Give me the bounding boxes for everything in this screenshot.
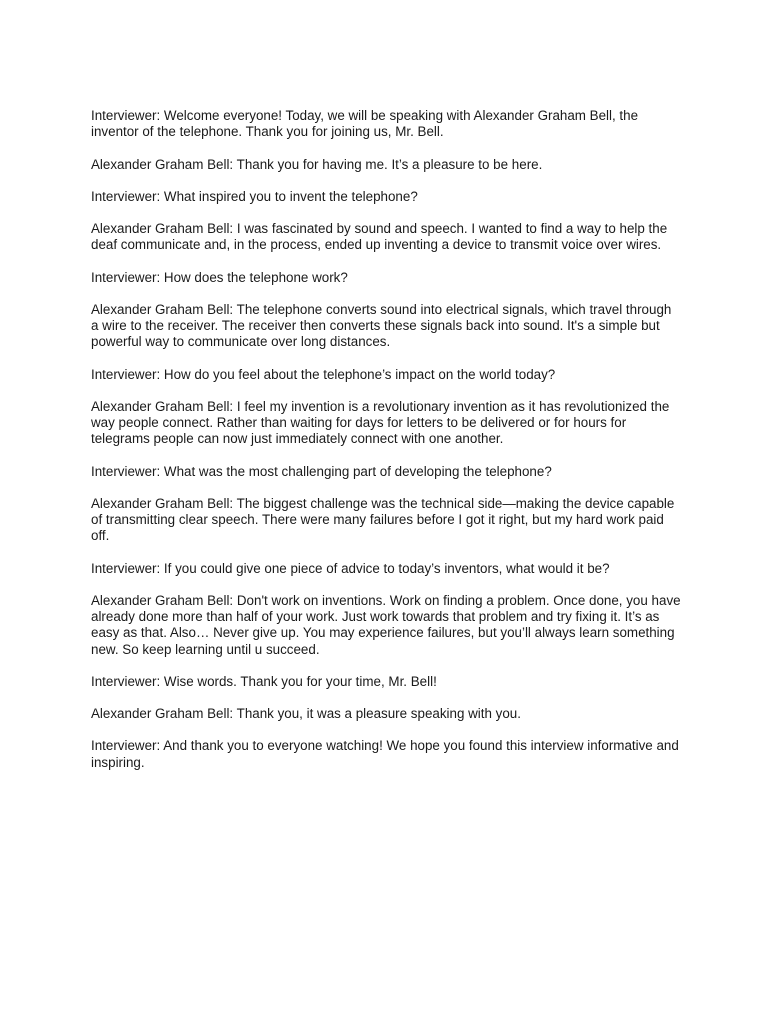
paragraph-bell-farewell: Alexander Graham Bell: Thank you, it was a pleasure speaking with you.	[91, 706, 521, 722]
paragraph-welcome: Interviewer: Welcome everyone! Today, we will be speaking with Alexander Graham Bell, the inventor of the telephone. Thank you for joining us, Mr. Bell.	[91, 108, 639, 140]
paragraph-answer-advice: Alexander Graham Bell: Don't work on inventions. Work on finding a problem. Once done, you have already done more than half of your work. Just work towards that problem and try fixing it. It’s as easy as that. Also… Never give up. You may experience failures, but you’ll always learn something new. So keep learning until u succeed.	[91, 592, 681, 657]
paragraph-bell-thanks: Alexander Graham Bell: Thank you for having me. It’s a pleasure to be here.	[91, 156, 543, 172]
interview-transcript	[91, 108, 681, 787]
paragraph-closing: Interviewer: And thank you to everyone watching! We hope you found this interview informative and inspiring.	[91, 738, 679, 770]
paragraph-wise-words: Interviewer: Wise words. Thank you for your time, Mr. Bell!	[91, 673, 437, 689]
paragraph-answer-how-it-works: Alexander Graham Bell: The telephone converts sound into electrical signals, which travel through a wire to the receiver. The receiver then converts these signals back into sound. It's a simple but powerful way to communicate over long distances.	[91, 301, 672, 350]
paragraph-answer-impact: Alexander Graham Bell: I feel my invention is a revolutionary invention as it has revolutionized the way people connect. Rather than waiting for days for letters to be delivered or for hours for telegrams people can now just immediately connect with one another.	[91, 398, 670, 447]
paragraph-answer-challenge: Alexander Graham Bell: The biggest challenge was the technical side—making the device capable of transmitting clear speech. There were many failures before I got it right, but my hard work paid off.	[91, 495, 675, 544]
paragraph-question-challenge: Interviewer: What was the most challenging part of developing the telephone?	[91, 463, 552, 479]
paragraph-question-inspiration: Interviewer: What inspired you to invent the telephone?	[91, 188, 418, 204]
paragraph-question-how-it-works: Interviewer: How does the telephone work?	[91, 269, 348, 285]
paragraph-answer-inspiration: Alexander Graham Bell: I was fascinated by sound and speech. I wanted to find a way to help the deaf communicate and, in the process, ended up inventing a device to transmit voice over wires.	[91, 221, 668, 253]
paragraph-question-impact: Interviewer: How do you feel about the telephone’s impact on the world today?	[91, 366, 556, 382]
paragraph-question-advice: Interviewer: If you could give one piece of advice to today’s inventors, what would it be?	[91, 560, 610, 576]
